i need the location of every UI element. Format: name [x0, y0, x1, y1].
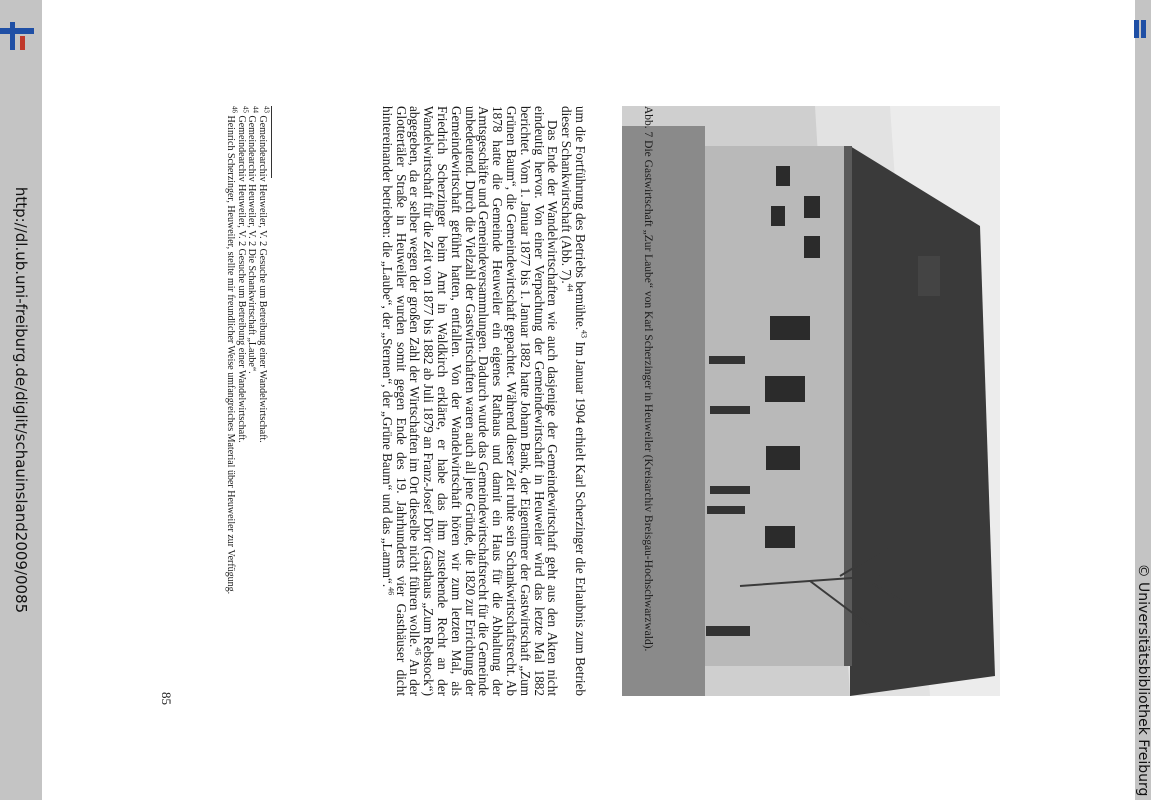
- figure-caption: Abb. 7 Die Gastwirtschaft „Zur Laube“ von Karl Scherzinger in Heuweiler (Kreisarchiv Breisgau-Hochschwarzwald).: [642, 106, 654, 652]
- inn-photograph: [622, 106, 1000, 696]
- page-number: 85: [159, 692, 174, 705]
- footnote: $^{46}$ Heinrich Scherzinger, Heuweiler, stellte mir freundlicher Weise umfangreiches Material über Heuweiler zur Verfügung.: [225, 106, 239, 595]
- scanned-page: [42, 0, 1135, 800]
- library-logo-icon: [0, 22, 34, 50]
- permalink-url[interactable]: http://dl.ub.uni-freiburg.de/diglit/schauinsland2009/0085: [12, 186, 30, 614]
- footnote: $^{45}$ Gemeindearchiv Heuweiler, V. 2 Gesuche um Betreibung einer Wandelwirtschaft.: [236, 106, 250, 443]
- body-paragraph: Das Ende der Wandelwirtschaften wie auch dasjenige der Gemeindewirtschaft geht aus den Akten nicht eindeutig hervor. Von einer Verpachtung der Gemeindewirtschaft in Heuweiler wird das letzte Mal 1882 berichtet. Vom 1. Januar 1877 bis 1. Januar 1882 hatte Johann Bank, der Eigentümer der Gastwirtschaft „Zum Grünen Baum“, die Gemeindewirtschaft gepachtet. Während dieser Zeit ruhte sein Schankwirtschaftsrecht. Ab 1878 hatte die Gemeinde Heuweiler ein eigenes Rathaus und damit ein Haus für die Abhaltung der Amtsgeschäfte und Gemeindeversammlungen. Dadurch wurde das Gemeindewirtschaftsrecht für die Gemeinde unbedeutend. Durch die Vielzahl der Gastwirtschaften waren auch all jene Gründe, die 1820 zur Errichtung der Gemeindewirtschaft geführt hatten, entfallen. Von der Wandelwirtschaft hören wir zum letzten Mal, als Friedrich Scherzinger beim Amt in Waldkirch erklärte, er habe das ihm zustehende Recht an der Wandelwirtschaft für die Zeit von 1877 bis 1882 ab Juli 1879 an Franz-Josef Dörr (Gasthaus „Zum Rebstock“) abgegeben, da er selber wegen der großen Zahl der Wirtschaften im Ort dieselbe nicht führen wolle.$^{45}$ An der Glottertäler Straße in Heuweiler wurden somit gegen Ende des 19. Jahrhunderts vier Gasthäuser dicht hintereinander betrieben: die „Laube“, der „Sternen“, der „Grüne Baum“ und das „Lamm“.$^{46}$: [379, 106, 561, 696]
- copyright-notice: © Universitätsbibliothek Freiburg: [1135, 563, 1151, 797]
- footnote-divider: [271, 106, 272, 178]
- library-logo-icon: [1134, 20, 1146, 38]
- footnote: $^{43}$ Gemeindearchiv Heuweiler, V. 2 Gesuche um Betreibung einer Wandelwirtschaft.: [257, 106, 271, 443]
- body-paragraph: um die Fortführung des Betriebs bemühte.$^{43}$ Im Januar 1904 erhielt Karl Scherzinger die Erlaubnis zum Betrieb dieser Schankwirtschaft (Abb. 7).$^{44}$: [559, 106, 589, 696]
- body-text: [380, 106, 587, 696]
- footnote: $^{44}$ Gemeindearchiv Heuweiler, V. 2 Die Schankwirtschaft „Laube“.: [246, 106, 260, 374]
- footnotes: [225, 106, 271, 666]
- page-content-rotated: [42, 0, 1042, 705]
